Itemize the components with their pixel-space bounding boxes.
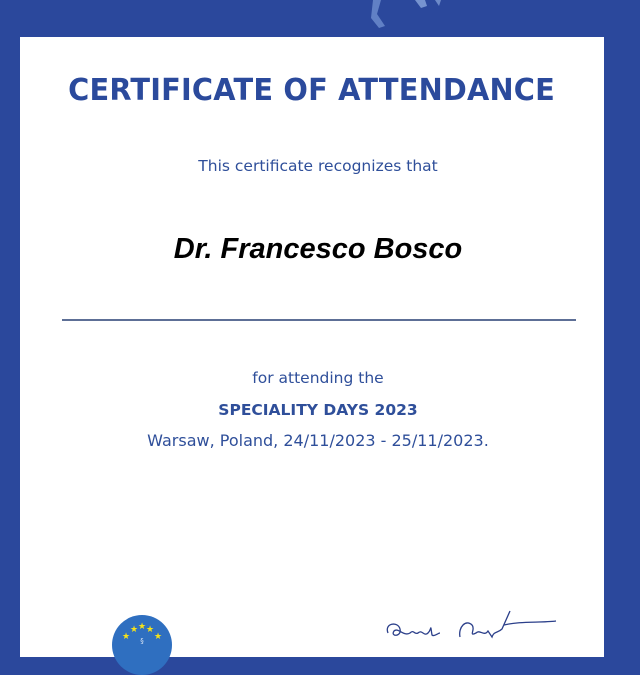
recipient-name: Dr. Francesco Bosco [173, 233, 463, 265]
svg-text:★: ★ [121, 632, 131, 642]
certificate-title [20, 73, 604, 108]
svg-text:★: ★ [145, 625, 155, 635]
svg-text:§: § [140, 637, 144, 645]
signature-icon [380, 603, 560, 643]
recognizes-text: This certificate recognizes that [198, 157, 438, 175]
svg-text:★: ★ [153, 632, 163, 642]
title-text: CERTIFICATE OF ATTENDANCE [68, 73, 556, 108]
name-underline-divider [62, 319, 576, 321]
svg-text:★: ★ [129, 625, 139, 635]
attending-text: for attending the [252, 369, 384, 387]
event-location-dates: Warsaw, Poland, 24/11/2023 - 25/11/2023. [147, 431, 489, 450]
runner-figure-icon [355, 0, 445, 32]
event-name: SPECIALITY DAYS 2023 [218, 401, 418, 419]
svg-text:★: ★ [137, 622, 147, 632]
certificate-panel [20, 37, 604, 657]
eu-stars-logo-icon [112, 615, 172, 675]
